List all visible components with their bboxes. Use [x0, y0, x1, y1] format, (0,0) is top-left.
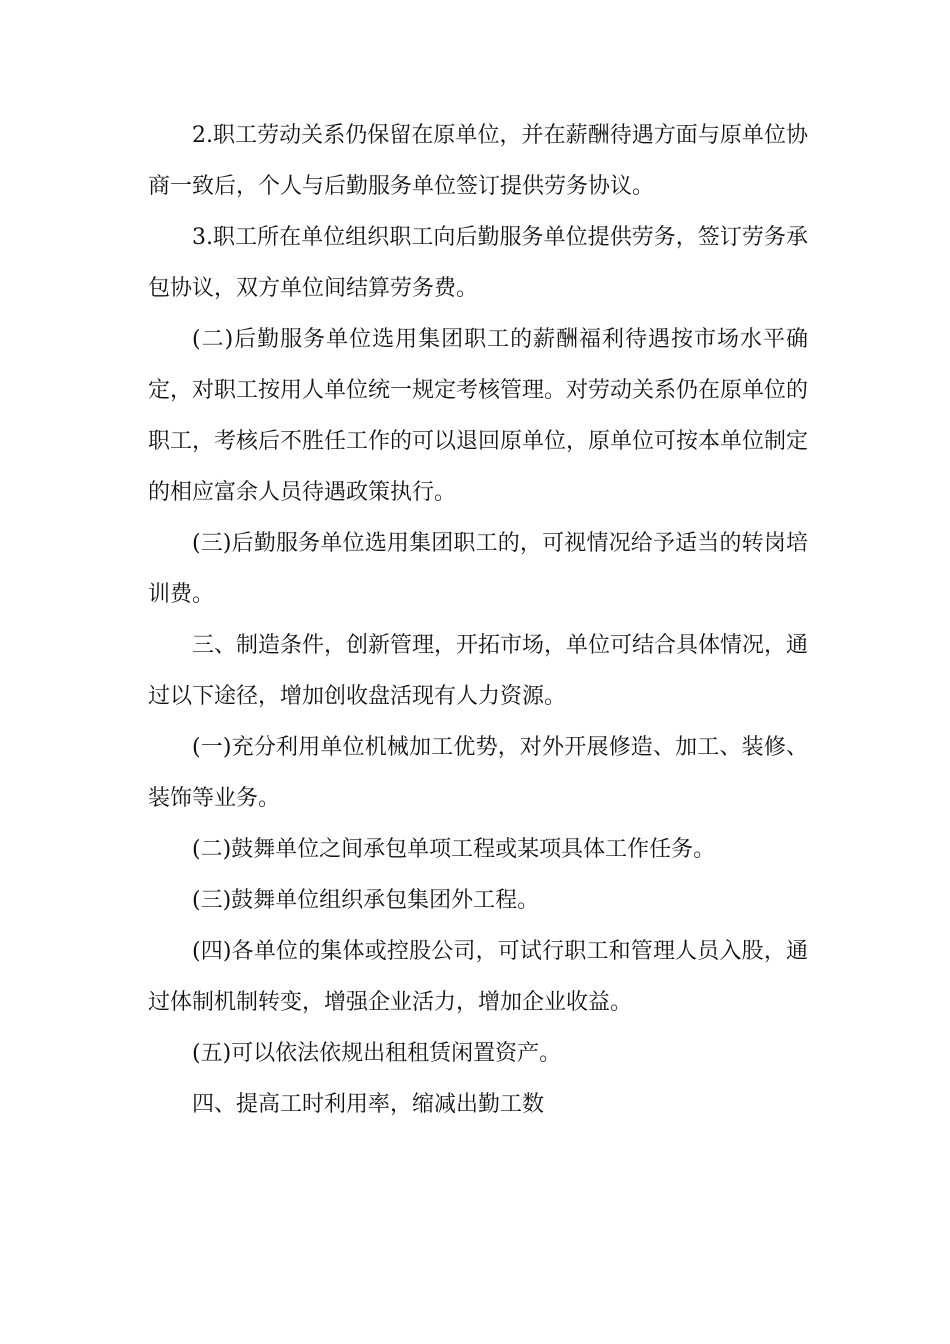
- paragraph-training-fee: (三)后勤服务单位选用集团职工的，可视情况给予适当的转岗培训费。: [148, 531, 808, 607]
- paragraph-labor-relation: 2.职工劳动关系仍保留在原单位，并在薪酬待遇方面与原单位协商一致后，个人与后勤服务单位签订提供劳务协议。: [148, 123, 808, 199]
- paragraph-section-four: 四、提高工时利用率，缩减出勤工数: [192, 1092, 545, 1117]
- paragraph-item-three: (三)鼓舞单位组织承包集团外工程。: [192, 888, 540, 913]
- paragraph-section-three: 三、制造条件，创新管理，开拓市场，单位可结合具体情况，通过以下途径，增加创收盘活现有人力资源。: [148, 633, 809, 709]
- paragraph-item-one: (一)充分利用单位机械加工优势，对外开展修造、加工、装修、装饰等业务。: [148, 735, 808, 811]
- paragraph-item-two: (二)鼓舞单位之间承包单项工程或某项具体工作任务。: [192, 837, 716, 862]
- document-body: [148, 110, 808, 1130]
- paragraph-item-four: (四)各单位的集体或控股公司，可试行职工和管理人员入股，通过体制机制转变，增强企业活力，增加企业收益。: [148, 939, 808, 1015]
- paragraph-labor-contract: 3.职工所在单位组织职工向后勤服务单位提供劳务，签订劳务承包协议，双方单位间结算劳务费。: [148, 225, 808, 301]
- paragraph-salary-welfare: (二)后勤服务单位选用集团职工的薪酬福利待遇按市场水平确定，对职工按用人单位统一规定考核管理。对劳动关系仍在原单位的职工，考核后不胜任工作的可以退回原单位，原单位可按本单位制定的相应富余人员待遇政策执行。: [148, 327, 809, 505]
- paragraph-item-five: (五)可以依法依规出租租赁闲置资产。: [192, 1041, 562, 1066]
